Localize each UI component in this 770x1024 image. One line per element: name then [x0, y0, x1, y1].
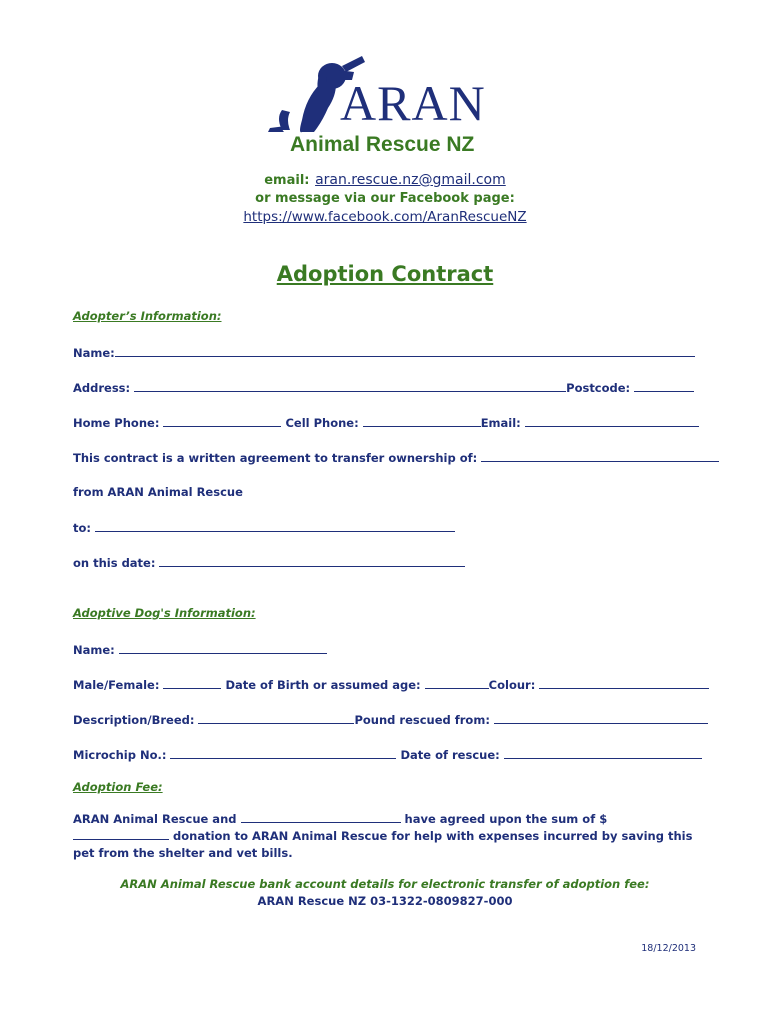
fee-amount-field[interactable]: [73, 828, 169, 840]
dob-field[interactable]: [425, 677, 489, 689]
rescue-date-field[interactable]: [504, 747, 702, 759]
email-link[interactable]: aran.rescue.nz@gmail.com: [315, 172, 506, 188]
address-row: [73, 380, 694, 395]
agreement-label: This contract is a written agreement to transfer ownership of:: [73, 451, 478, 465]
breed-label: Description/Breed:: [73, 713, 195, 727]
sex-row: [73, 677, 709, 692]
pound-field[interactable]: [494, 712, 708, 724]
postcode-field[interactable]: [634, 380, 694, 392]
colour-label: Colour:: [488, 678, 536, 692]
fee-text-1: ARAN Animal Rescue and: [73, 812, 237, 826]
bank-block: [0, 876, 770, 910]
cell-phone-field[interactable]: [363, 415, 481, 427]
dog-name-field[interactable]: [119, 642, 327, 654]
sex-label: Male/Female:: [73, 678, 160, 692]
postcode-label: Postcode:: [566, 381, 631, 395]
adopter-fee-name-field[interactable]: [241, 811, 401, 823]
fee-paragraph: [73, 811, 701, 862]
date-row: [73, 555, 465, 570]
email-line: [0, 169, 770, 188]
logo-brand: ARAN: [340, 75, 486, 131]
bank-account: ARAN Rescue NZ 03-1322-0809827-000: [257, 894, 513, 908]
cell-phone-label: Cell Phone:: [285, 416, 359, 430]
home-phone-label: Home Phone:: [73, 416, 160, 430]
microchip-label: Microchip No.:: [73, 748, 167, 762]
rescue-date-label: Date of rescue:: [400, 748, 500, 762]
fee-text-2: have agreed upon the sum of $: [404, 812, 608, 826]
on-date-field[interactable]: [159, 555, 465, 567]
address-label: Address:: [73, 381, 131, 395]
footer-date: 18/12/2013: [641, 943, 696, 954]
dob-label: Date of Birth or assumed age:: [225, 678, 421, 692]
adopter-name-field[interactable]: [115, 345, 695, 357]
breed-field[interactable]: [198, 712, 354, 724]
adopter-name-row: [73, 345, 695, 360]
agreement-row: [73, 450, 719, 465]
home-phone-field[interactable]: [163, 415, 281, 427]
to-label: to:: [73, 521, 91, 535]
from-text: from ARAN Animal Rescue: [73, 485, 243, 499]
dog-heading: Adoptive Dog's Information:: [73, 606, 256, 620]
dog-name-row: [73, 642, 327, 657]
facebook-line: [0, 206, 770, 225]
adopter-heading: Adopter’s Information:: [73, 309, 222, 323]
aran-logo: [262, 48, 486, 170]
breed-row: [73, 712, 708, 727]
from-row: [73, 485, 243, 499]
page-title: Adoption Contract: [276, 262, 494, 286]
fee-text-3: donation to ARAN Animal Rescue for help with expenses incurred by saving this pet from the shelter and vet bills.: [73, 829, 693, 860]
phone-row: [73, 415, 699, 430]
address-field[interactable]: [134, 380, 566, 392]
email-field[interactable]: [525, 415, 699, 427]
colour-field[interactable]: [539, 677, 709, 689]
bank-note: ARAN Animal Rescue bank account details for electronic transfer of adoption fee:: [120, 877, 650, 891]
facebook-link[interactable]: https://www.facebook.com/AranRescueNZ: [243, 209, 527, 225]
fee-heading: Adoption Fee:: [73, 780, 163, 794]
ownership-field[interactable]: [481, 450, 719, 462]
pound-label: Pound rescued from:: [354, 713, 490, 727]
email-field-label: Email:: [480, 416, 521, 430]
facebook-label-line: [0, 187, 770, 206]
to-row: [73, 520, 455, 535]
on-date-label: on this date:: [73, 556, 156, 570]
adopter-name-label: Name:: [73, 346, 115, 360]
facebook-label: or message via our Facebook page:: [255, 191, 515, 206]
microchip-row: [73, 747, 702, 762]
email-label: email:: [264, 173, 310, 188]
logo-tagline: Animal Rescue NZ: [290, 133, 475, 156]
microchip-field[interactable]: [170, 747, 396, 759]
sex-field[interactable]: [163, 677, 221, 689]
dog-name-label: Name:: [73, 643, 115, 657]
to-field[interactable]: [95, 520, 455, 532]
